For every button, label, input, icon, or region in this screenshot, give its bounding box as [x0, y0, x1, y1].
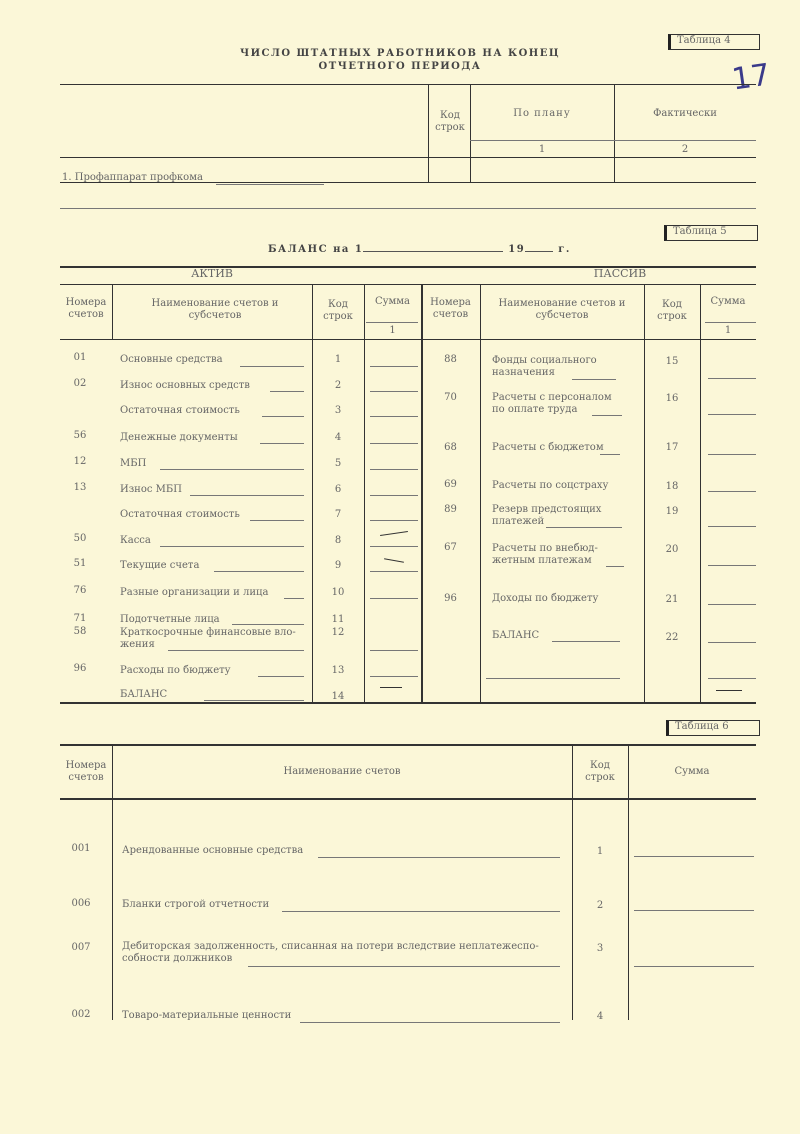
table5-left-col-name: Наименование счетов и субсчетов [151, 298, 279, 321]
table5-left-col-sum-num: 1 [389, 325, 396, 336]
table4-title-line2: ОТЧЕТНОГО ПЕРИОДА [318, 61, 482, 72]
table5-title-suffix: г. [558, 244, 571, 255]
table4-col-code: Код строк [435, 110, 465, 133]
handwritten-dash [384, 558, 404, 562]
table6-col-acc: Номера счетов [65, 760, 107, 783]
table6-col-sum: Сумма [674, 766, 710, 777]
table5-right-col-sum-num: 1 [724, 325, 732, 336]
table5-right-col-acc: Номера счетов [430, 297, 471, 320]
table4-col-plan: По плану [513, 108, 571, 119]
table5-title-year: 19 [508, 244, 526, 255]
table4-row-label: 1. Профаппарат профкома [62, 172, 203, 183]
table4-col-fact: Фактически [653, 108, 717, 119]
table6-tag: Таблица 6 [666, 720, 760, 736]
table5-passiv: ПАССИВ [593, 267, 647, 280]
table5-tag: Таблица 5 [664, 225, 758, 241]
handwritten-page-number: 17 [729, 57, 773, 98]
table5-right-col-name: Наименование счетов и субсчетов [498, 298, 626, 321]
table4-top-rule [60, 84, 756, 85]
handwritten-dash [380, 531, 408, 536]
table5-left-col-code: Код строк [323, 299, 353, 322]
table5-title [268, 244, 571, 255]
table4-num-plan: 1 [538, 144, 546, 155]
table5-right-col-sum: Сумма [710, 296, 746, 307]
table5-right-col-code: Код строк [657, 299, 687, 322]
table6-col-code: Код строк [585, 760, 615, 783]
handwritten-dash [716, 690, 742, 691]
table4-tag: Таблица 4 [668, 34, 760, 50]
table4-num-fact: 2 [681, 144, 689, 155]
table5-left-col-acc: Номера счетов [65, 297, 107, 320]
table6-col-name: Наименование счетов [283, 766, 401, 777]
table4-title-line1: ЧИСЛО ШТАТНЫХ РАБОТНИКОВ НА КОНЕЦ [239, 48, 561, 59]
table5-aktiv: АКТИВ [191, 267, 233, 280]
table5-left-col-sum: Сумма [374, 296, 411, 307]
table5-title-prefix: БАЛАНС на 1 [268, 244, 364, 255]
handwritten-dash [380, 687, 402, 688]
